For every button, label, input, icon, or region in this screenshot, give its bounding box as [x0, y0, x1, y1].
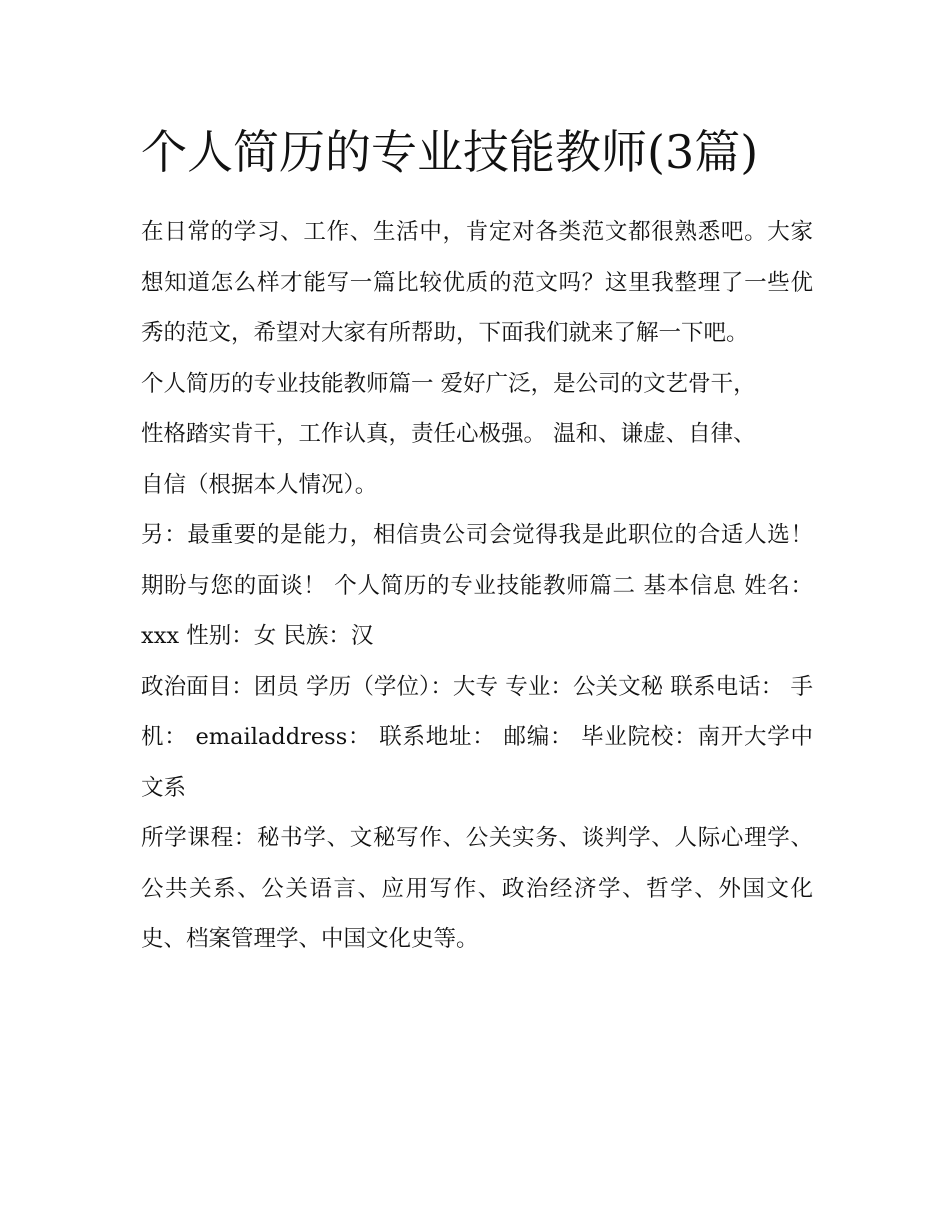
intro-paragraph: 在日常的学习、工作、生活中，肯定对各类范文都很熟悉吧。大家想知道怎么样才能写一篇比较优质的范文吗？这里我整理了一些优秀的范文，希望对大家有所帮助，下面我们就来了解一下吧。	[141, 219, 813, 346]
paragraph-part-two-intro: 另：最重要的是能力，相信贵公司会觉得我是此职位的合适人选！ 期盼与您的面谈！ 个人简历的专业技能教师篇二 基本信息 姓名：xxx 性别：女 民族：汉	[141, 522, 813, 649]
paragraph-contact-info: 政治面目：团员 学历（学位）：大专 专业：公关文秘 联系电话： 手机： emailaddress： 联系地址： 邮编： 毕业院校：南开大学中文系	[141, 673, 813, 801]
document-content	[141, 112, 813, 965]
paragraph-courses: 所学课程：秘书学、文秘写作、公关实务、谈判学、人际心理学、公共关系、公关语言、应用写作、政治经济学、哲学、外国文化史、档案管理学、中国文化史等。	[141, 825, 813, 952]
paragraph-part-one: 个人简历的专业技能教师篇一 爱好广泛，是公司的文艺骨干，性格踏实肯干，工作认真，责任心极强。 温和、谦虚、自律、自信（根据本人情况）。	[141, 370, 756, 498]
document-body	[141, 207, 813, 965]
document-title: 个人简历的专业技能教师(3篇)	[141, 125, 759, 179]
